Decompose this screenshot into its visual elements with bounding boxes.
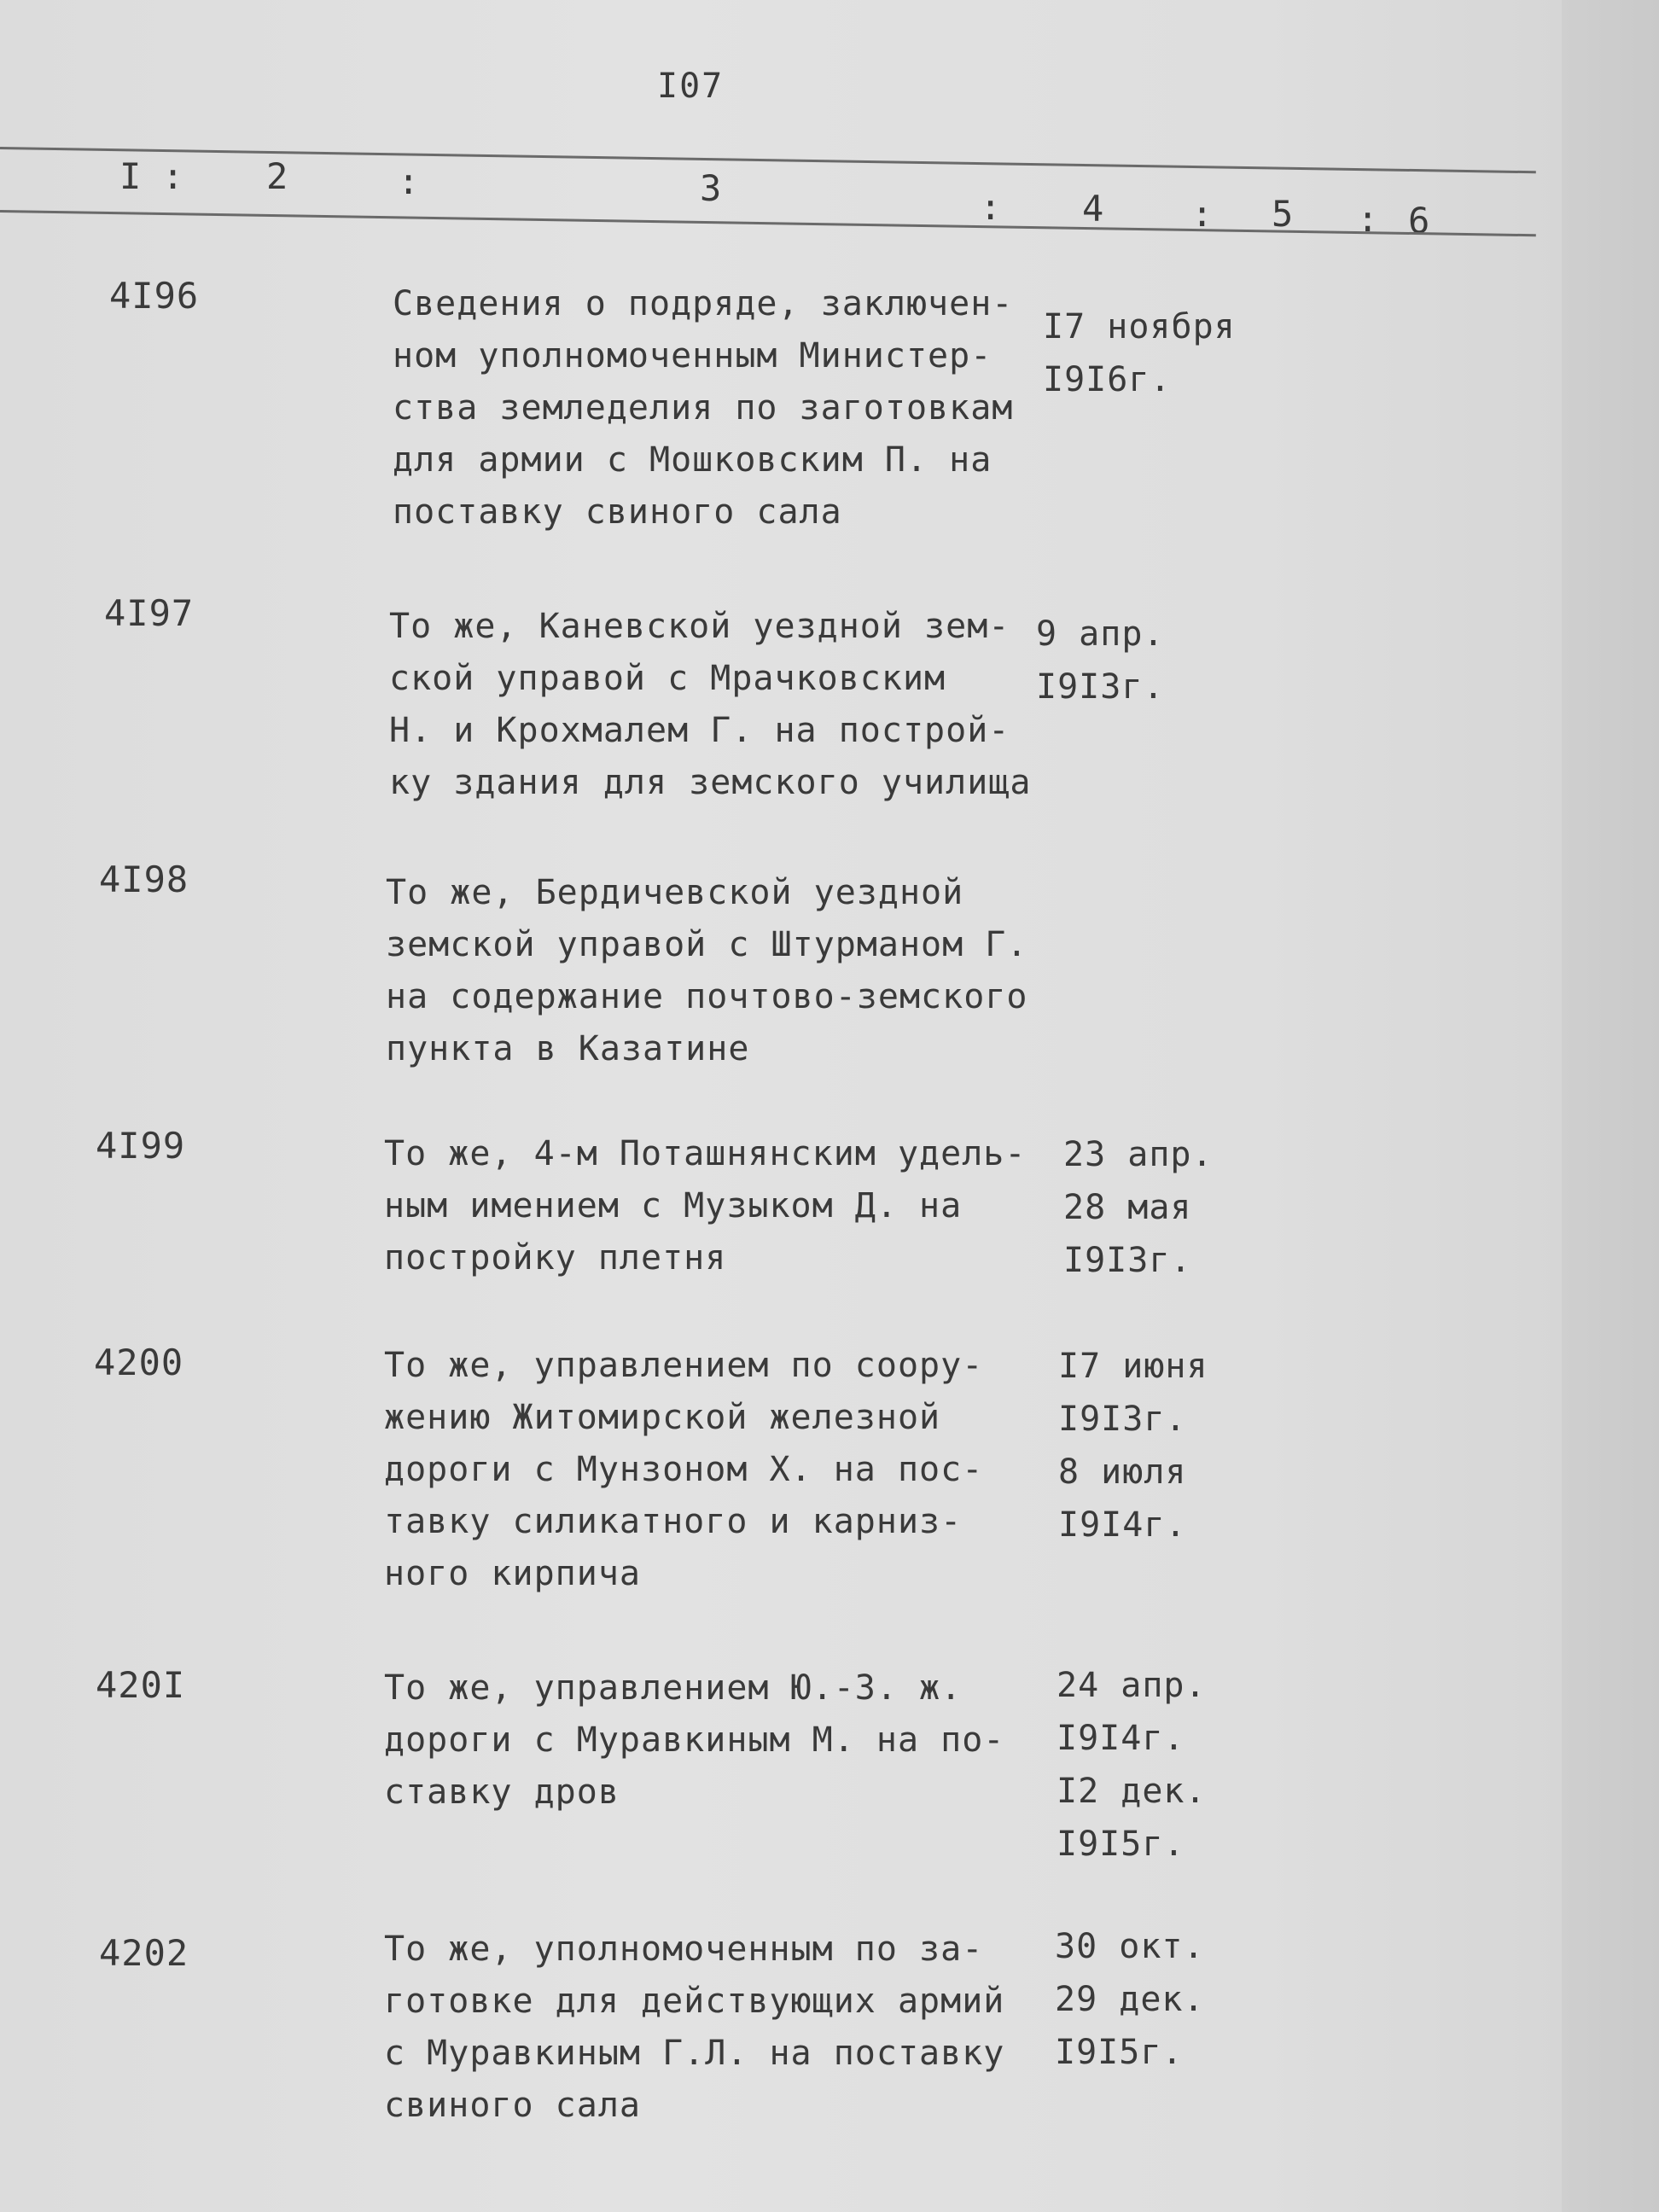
- entry-number: 4I97: [104, 592, 195, 634]
- entry-date: 30 окт. 29 дек. I9I5г.: [1055, 1927, 1205, 2072]
- column-header-2: 2: [266, 155, 288, 197]
- column-header-separator: :: [1357, 198, 1379, 240]
- entry-description: То же, Каневской уездной зем- ской управой с Мрачковским Н. и Крохмалем Г. на построй- ку здания для земского училища: [389, 607, 1032, 802]
- entry-number: 4200: [94, 1342, 184, 1383]
- entry-number: 4202: [99, 1932, 189, 1974]
- entry-description: То же, 4-м Поташнянским удель- ным имением с Музыком Д. на постройку плетня: [384, 1134, 1027, 1278]
- entry-date: I7 июня I9I3г. 8 июля I9I4г.: [1058, 1347, 1208, 1545]
- entry-date: 23 апр. 28 мая I9I3г.: [1063, 1135, 1214, 1280]
- entry-description: То же, уполномоченным по за- готовке для действующих армий с Муравкиным Г.Л. на поставку свиного сала: [384, 1930, 1005, 2125]
- entry-date: 24 апр. I9I4г. I2 дек. I9I5г.: [1057, 1666, 1207, 1864]
- entry-number: 420I: [96, 1664, 186, 1706]
- column-header-separator: :: [1191, 193, 1214, 235]
- entry-date: 9 апр. I9I3г.: [1036, 614, 1165, 707]
- column-header-separator: :: [980, 186, 1002, 228]
- entry-number: 4I96: [109, 275, 200, 317]
- column-header-4: 4: [1082, 188, 1104, 230]
- page-edge-shadow: [1562, 0, 1659, 2212]
- entry-number: 4I99: [96, 1125, 186, 1167]
- header-bottom-rule: [0, 210, 1536, 236]
- entry-description: То же, управлением по соору- жению Житомирской железной дороги с Мунзоном Х. на пос- тавку силикатного и карниз- ного кирпича: [384, 1346, 984, 1593]
- entry-date: I7 ноября I9I6г.: [1043, 307, 1236, 399]
- column-header-separator: :: [162, 155, 184, 197]
- entry-description: То же, управлением Ю.-З. ж. дороги с Муравкиным М. на по- ставку дров: [384, 1668, 1005, 1812]
- column-header-6: 6: [1408, 200, 1430, 242]
- column-header-1: I: [119, 155, 142, 197]
- column-header-3: 3: [700, 167, 722, 209]
- entry-description: Сведения о подряде, заключен- ном уполномоченным Министер- ства земледелия по заготовкам для армии с Мошковским П. на поставку свиного сала: [393, 284, 1014, 532]
- page-number: I07: [657, 67, 725, 106]
- column-header-5: 5: [1272, 193, 1294, 235]
- entry-number: 4I98: [99, 859, 189, 900]
- entry-description: То же, Бердичевской уездной земской управой с Штурманом Г. на содержание почтово-земского пункта в Казатине: [386, 873, 1028, 1068]
- column-header-separator: :: [398, 160, 420, 202]
- header-top-rule: [0, 147, 1536, 173]
